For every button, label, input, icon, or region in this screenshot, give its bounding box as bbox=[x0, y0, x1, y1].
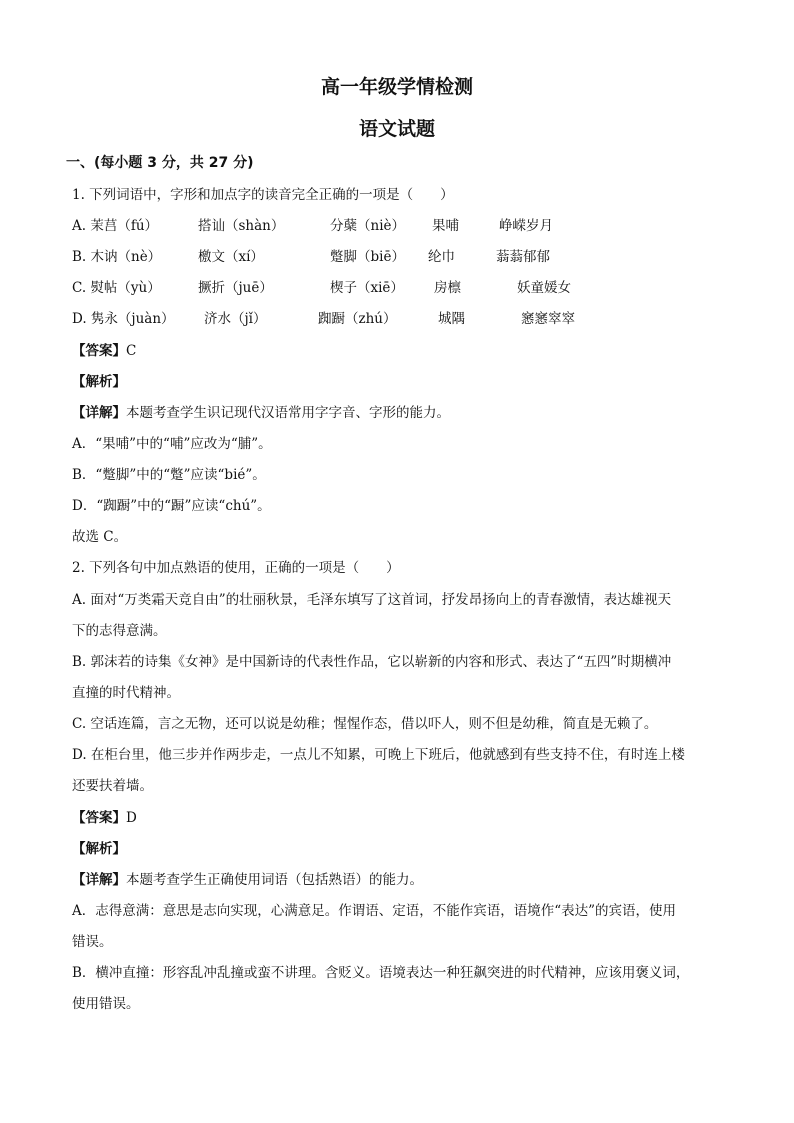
q1-option-d-2: 济水（jǐ） bbox=[204, 311, 267, 327]
q2-note-a-line2: 错误。 bbox=[72, 934, 113, 950]
q1-option-c-4: 房檩 bbox=[434, 280, 461, 296]
q1-option-a-1: A. 茉莒（fú） bbox=[72, 218, 159, 234]
answer-value: D bbox=[126, 810, 137, 826]
exam-title: 高一年级学情检测 bbox=[320, 76, 473, 98]
q1-option-b-4: 纶巾 bbox=[428, 249, 455, 265]
q2-option-b-line2: 直撞的时代精神。 bbox=[72, 685, 180, 701]
q1-option-a-5: 峥嵘岁月 bbox=[499, 218, 553, 234]
q1-option-d-1: D. 隽永（juàn） bbox=[72, 311, 175, 327]
q2-detail bbox=[72, 868, 734, 888]
q1-option-d-5: 窸窸窣窣 bbox=[521, 311, 575, 327]
q2-answer bbox=[72, 806, 734, 826]
q2-option-a-line2: 下的志得意满。 bbox=[72, 623, 167, 639]
q1-option-c-2: 撅折（juē） bbox=[198, 280, 273, 296]
q2-option-d-line2: 还要扶着墙。 bbox=[72, 778, 153, 794]
q2-option-d-line1: D. 在柜台里，他三步并作两步走，一点儿不知累，可晚上下班后，他就感到有些支持不住，有时连上楼 bbox=[72, 747, 685, 763]
q1-conclusion: 故选 C。 bbox=[72, 529, 128, 545]
q2-analysis-label: 【解析】 bbox=[72, 841, 126, 857]
q2-option-c: C. 空话连篇，言之无物，还可以说是幼稚；惺惺作态，借以吓人，则不但是幼稚，简直是无赖了。 bbox=[72, 716, 658, 732]
section-heading: 一、(每小题 3 分，共 27 分) bbox=[66, 155, 254, 171]
q1-option-a-2: 搭讪（shàn） bbox=[198, 218, 285, 234]
q2-note-b-line1: B．横冲直撞：形容乱冲乱撞或蛮不讲理。含贬义。语境表达一种狂飙突进的时代精神，应该用褒义词， bbox=[72, 965, 690, 981]
q1-option-c-3: 楔子（xiē） bbox=[330, 280, 404, 296]
q1-note-b: B．“蹩脚”中的“蹩”应读“bié”。 bbox=[72, 467, 266, 483]
q1-option-d-4: 城隅 bbox=[438, 311, 465, 327]
q1-detail bbox=[72, 401, 734, 421]
q1-option-c-5: 妖童媛女 bbox=[517, 280, 571, 296]
q1-note-d: D．“踟蹰”中的“蹰”应读“chú”。 bbox=[72, 498, 271, 514]
q1-option-b-3: 蹩脚（biē） bbox=[330, 249, 405, 265]
q1-note-a: A．“果哺”中的“哺”应改为“脯”。 bbox=[72, 436, 272, 452]
detail-text: 本题考查学生正确使用词语（包括熟语）的能力。 bbox=[126, 872, 423, 888]
q1-stem: 1. 下列词语中，字形和加点字的读音完全正确的一项是（ ） bbox=[72, 187, 454, 203]
answer-value: C bbox=[126, 343, 137, 359]
q2-stem: 2. 下列各句中加点熟语的使用，正确的一项是（ ） bbox=[72, 560, 400, 576]
q2-option-a-line1: A. 面对“万类霜天竞自由”的壮丽秋景，毛泽东填写了这首词，抒发昂扬向上的青春激情，表达雄视天 bbox=[72, 592, 672, 608]
q1-option-b-1: B. 木讷（nè） bbox=[72, 249, 162, 265]
exam-subtitle: 语文试题 bbox=[358, 118, 435, 140]
q1-option-d-3: 踟蹰（zhú） bbox=[318, 311, 397, 327]
detail-text: 本题考查学生识记现代汉语常用字字音、字形的能力。 bbox=[126, 405, 450, 421]
answer-label: 【答案】 bbox=[72, 343, 126, 359]
q1-answer bbox=[72, 339, 734, 359]
q1-option-a-3: 分蘖（niè） bbox=[330, 218, 406, 234]
q1-option-a-4: 果哺 bbox=[432, 218, 459, 234]
q1-analysis-label: 【解析】 bbox=[72, 374, 126, 390]
detail-label: 【详解】 bbox=[72, 405, 126, 421]
q2-option-b-line1: B. 郭沫若的诗集《女神》是中国新诗的代表性作品，它以崭新的内容和形式、表达了“五四”时期横冲 bbox=[72, 654, 672, 670]
q2-note-a-line1: A．志得意满：意思是志向实现，心满意足。作谓语、定语，不能作宾语，语境作“表达”的宾语，使用 bbox=[72, 903, 677, 919]
q1-option-b-5: 蓊蓊郁郁 bbox=[496, 249, 550, 265]
q1-option-b-2: 檄文（xí） bbox=[198, 249, 264, 265]
q1-option-c-1: C. 熨帖（yù） bbox=[72, 280, 161, 296]
answer-label: 【答案】 bbox=[72, 810, 126, 826]
q2-note-b-line2: 使用错误。 bbox=[72, 996, 140, 1012]
detail-label: 【详解】 bbox=[72, 872, 126, 888]
